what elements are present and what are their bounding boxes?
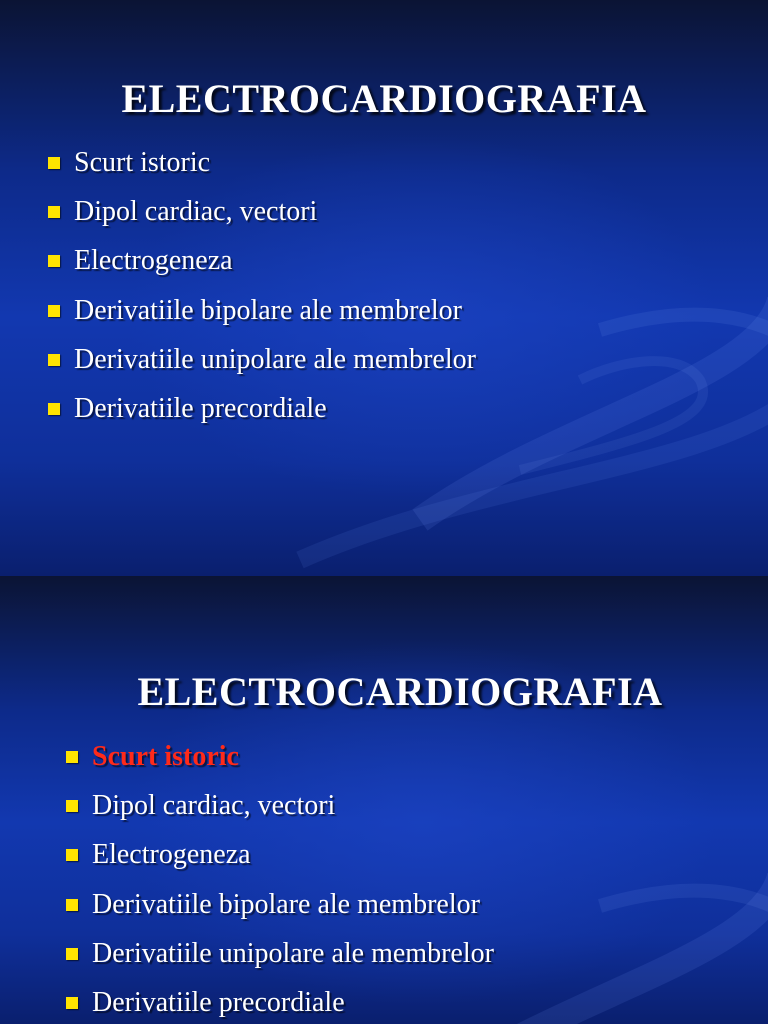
list-item xyxy=(66,929,494,978)
square-bullet-icon xyxy=(48,206,60,218)
bullet-list xyxy=(66,732,494,1024)
square-bullet-icon xyxy=(48,157,60,169)
slide-title: ELECTROCARDIOGRAFIA xyxy=(137,668,663,714)
list-item xyxy=(48,138,476,187)
list-item xyxy=(48,384,476,433)
bullet-text: Electrogeneza xyxy=(92,839,251,871)
slide-title: ELECTROCARDIOGRAFIA xyxy=(121,75,647,121)
list-item xyxy=(66,978,494,1024)
list-item xyxy=(48,335,476,384)
square-bullet-icon xyxy=(66,751,78,763)
slide-2 xyxy=(0,576,768,1024)
square-bullet-icon xyxy=(66,800,78,812)
bullet-text: Dipol cardiac, vectori xyxy=(92,789,336,821)
bullet-text: Derivatiile unipolare ale membrelor xyxy=(92,937,494,969)
list-item xyxy=(48,237,476,286)
list-item xyxy=(66,781,494,830)
square-bullet-icon xyxy=(66,849,78,861)
bullet-text: Scurt istoric xyxy=(92,740,239,772)
bullet-list xyxy=(48,138,476,434)
bullet-text: Dipol cardiac, vectori xyxy=(74,195,318,227)
square-bullet-icon xyxy=(48,255,60,267)
bullet-text: Derivatiile bipolare ale membrelor xyxy=(74,294,462,326)
square-bullet-icon xyxy=(66,899,78,911)
bullet-text: Scurt istoric xyxy=(74,146,211,178)
square-bullet-icon xyxy=(48,354,60,366)
list-item-highlighted xyxy=(66,732,494,781)
square-bullet-icon xyxy=(66,997,78,1009)
list-item xyxy=(66,831,494,880)
bullet-text: Derivatiile precordiale xyxy=(74,393,327,425)
list-item xyxy=(48,187,476,236)
bullet-text: Derivatiile unipolare ale membrelor xyxy=(74,343,476,375)
square-bullet-icon xyxy=(66,948,78,960)
square-bullet-icon xyxy=(48,305,60,317)
square-bullet-icon xyxy=(48,403,60,415)
list-item xyxy=(66,880,494,929)
bullet-text: Derivatiile bipolare ale membrelor xyxy=(92,888,480,920)
bullet-text: Electrogeneza xyxy=(74,245,233,277)
list-item xyxy=(48,286,476,335)
bullet-text: Derivatiile precordiale xyxy=(92,987,345,1019)
